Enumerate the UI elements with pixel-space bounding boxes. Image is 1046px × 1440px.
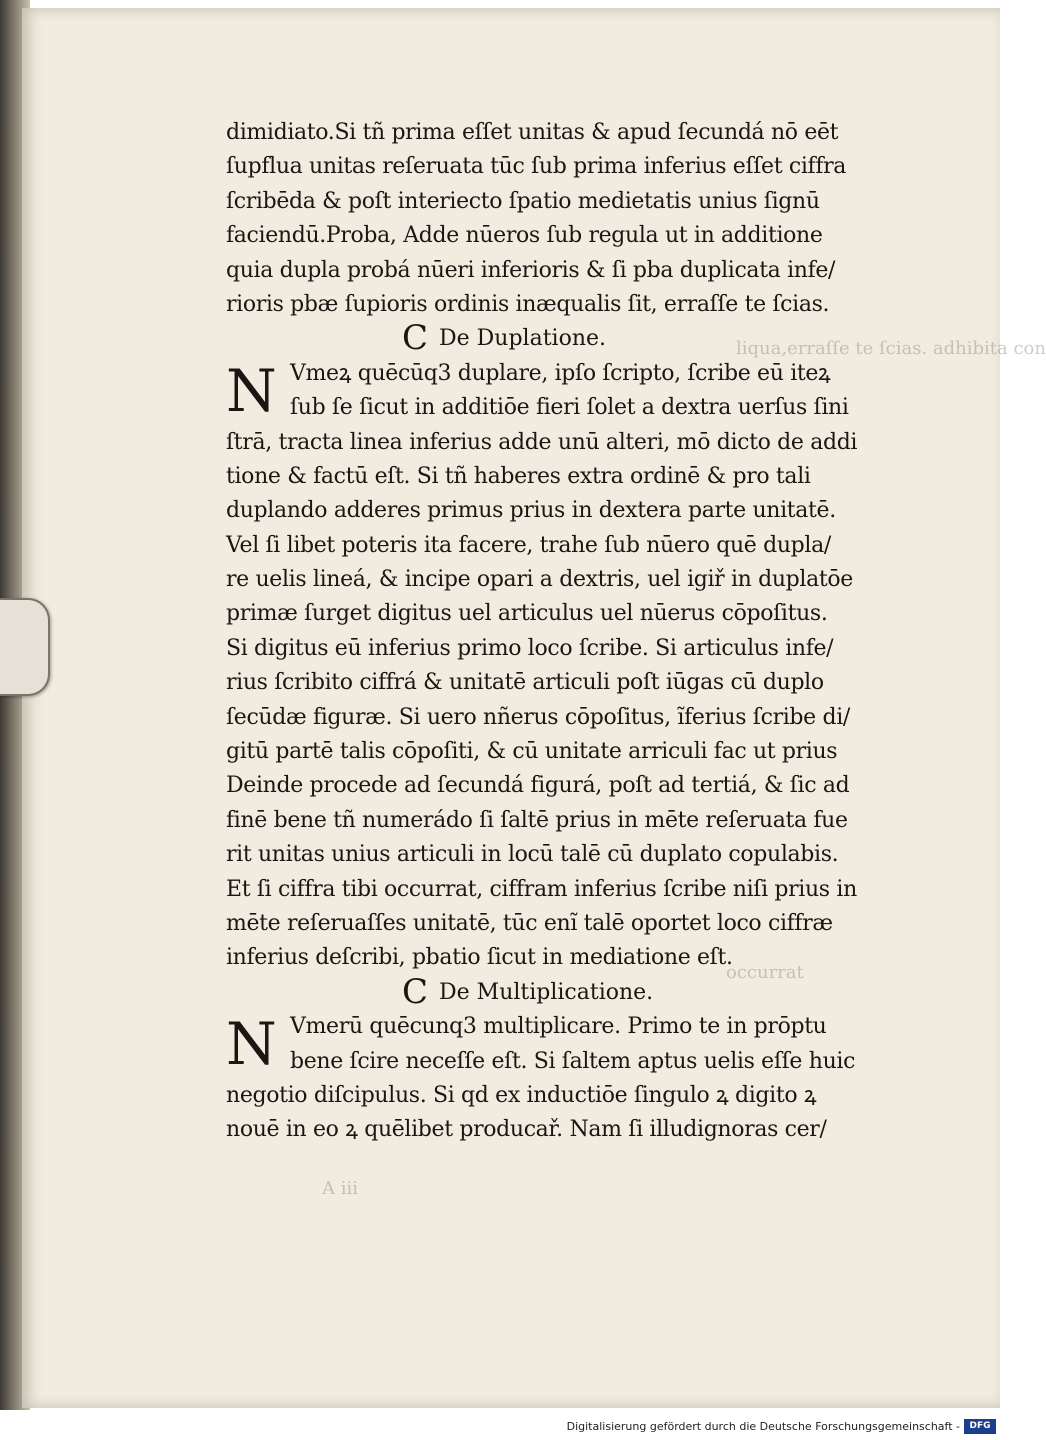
initial-letter: N bbox=[226, 1010, 277, 1079]
text-line: gitū partē talis cōpoſiti, & cū unitate arriculi fac ut prius bbox=[226, 739, 838, 765]
text-line: rit unitas unius articuli in locū talē cū duplato copulabis. bbox=[226, 842, 839, 868]
funding-credit: Digitalisierung gefördert durch die Deutsche Forschungsgemeinschaft - bbox=[566, 1420, 960, 1433]
text-line: mēte reſeruaſſes unitatē, tūc enĩ talē oportet loco ciffræ bbox=[226, 910, 833, 936]
show-through-text: liqua,erraſſe te ſcias. adhibita con bbox=[736, 338, 1046, 359]
text-line: quia dupla probá nūeri inferioris & ſi pba duplicata infe/ bbox=[226, 257, 836, 283]
text-line: faciendū.Proba, Adde nūeros ſub regula ut in additione bbox=[226, 223, 823, 249]
text-line: bene ſcire neceſſe eſt. Si ſaltem aptus uelis eſſe huic bbox=[290, 1048, 856, 1074]
text-line: dimidiato.Si tñ prima eſſet unitas & apud ſecundá nō eēt bbox=[226, 120, 839, 145]
text-line: negotio diſcipulus. Si qd ex inductiōe ſingulo ꝝ digito ꝝ bbox=[226, 1082, 817, 1108]
text-line: ſub ſe ſicut in additiōe fieri ſolet a dextra uerſus ſini bbox=[290, 395, 849, 421]
text-line: finē bene tñ numerádo ſi ſaltē prius in mēte reſeruata fue bbox=[226, 807, 848, 833]
heading-text: De Duplatione. bbox=[439, 326, 607, 352]
show-through-text: A iii bbox=[322, 1178, 358, 1199]
footer-bar bbox=[0, 1416, 1000, 1440]
text-line: rioris pbæ ſupioris ordinis inæqualis ſit, erraſſe te ſcias. bbox=[226, 291, 830, 317]
text-line: inferius deſcribi, pbatio ſicut in mediatione eſt. bbox=[226, 945, 733, 971]
text-line: Vel ſi libet poteris ita facere, trahe ſub nūero quē dupla/ bbox=[226, 532, 831, 558]
text-line: Vmeꝝ quēcūq3 duplare, ipſo ſcripto, ſcribe eū iteꝝ bbox=[290, 360, 831, 386]
show-through-text: occurrat bbox=[726, 962, 804, 983]
main-text-block bbox=[226, 116, 916, 1148]
text-line: re uelis lineá, & incipe opari a dextris, uel igiř in duplatōe bbox=[226, 567, 853, 593]
page-clip bbox=[0, 598, 50, 696]
text-line: ſecūdæ figuræ. Si uero nñerus cōpoſitus, ĩferius ſcribe di/ bbox=[226, 704, 850, 730]
text-line: tione & factū eſt. Si tñ haberes extra ordinē & pro tali bbox=[226, 463, 811, 489]
text-line: nouē in eo ꝝ quēlibet producař. Nam ſi illudignoras cer/ bbox=[226, 1117, 827, 1143]
text-line: ſcribēda & poſt interiecto ſpatio medietatis unius ſignū bbox=[226, 188, 820, 214]
text-line: ſupflua unitas reſeruata tūc ſub prima inferius eſſet ciffra bbox=[226, 154, 847, 180]
text-line: Si digitus eū inferius primo loco ſcribe. Si articulus infe/ bbox=[226, 635, 834, 661]
text-line: Et ſi ciffra tibi occurrat, ciffram inferius ſcribe niſi prius in bbox=[226, 876, 857, 902]
paragraph-duplatione bbox=[226, 357, 916, 976]
text-line: primæ ſurget digitus uel articulus uel nūerus cōpoſitus. bbox=[226, 601, 828, 627]
text-line: Deinde procede ad ſecundá figurá, poſt ad tertiá, & ſic ad bbox=[226, 773, 850, 799]
text-line: Vmerū quēcunq3 multiplicare. Primo te in prōptu bbox=[290, 1014, 827, 1040]
text-line: rius ſcribito ciffrá & unitatē articuli poſt iūgas cū duplo bbox=[226, 670, 824, 696]
heading-text: De Multiplicatione. bbox=[439, 979, 654, 1005]
paragraph-mark-icon: C bbox=[402, 971, 429, 1012]
dfg-logo-icon: DFG bbox=[964, 1419, 996, 1434]
initial-letter: N bbox=[226, 356, 277, 425]
text-line: ſtrā, tracta linea inferius adde unū alteri, mō dicto de addi bbox=[226, 429, 858, 455]
text-line: duplando adderes primus prius in dextera parte unitatē. bbox=[226, 498, 836, 524]
paragraph-mark-icon: C bbox=[402, 318, 429, 359]
paragraph-multiplicatione bbox=[226, 1010, 916, 1148]
